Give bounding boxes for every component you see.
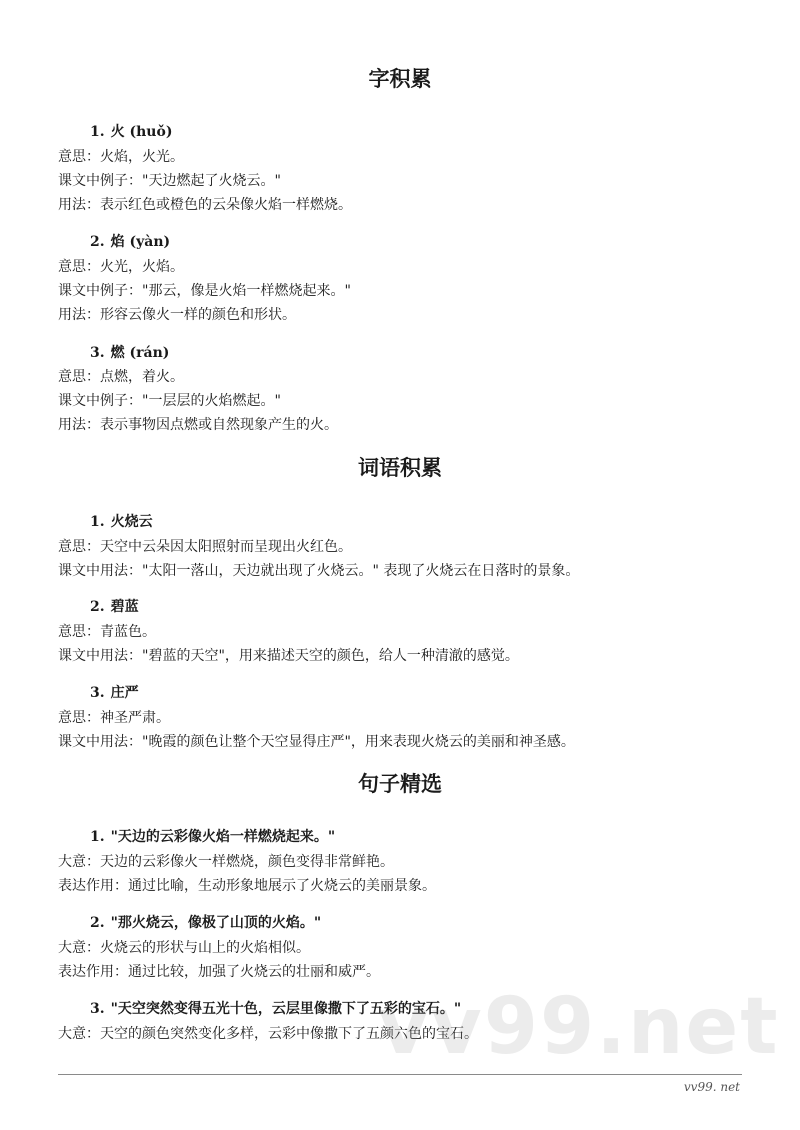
item-number: 3. xyxy=(90,1001,105,1017)
item-heading-text: 燃 (rán) xyxy=(110,345,170,361)
item-number: 3. xyxy=(90,685,105,701)
item-heading xyxy=(90,122,172,142)
item-line: 用法：形容云像火一样的颜色和形状。 xyxy=(58,307,296,323)
item-heading-text: 碧蓝 xyxy=(110,599,139,615)
section-title-sentence-selection: 句子精选 xyxy=(358,771,442,796)
item-line: 意思：点燃，着火。 xyxy=(58,369,184,385)
item-line: 课文中例子："天边燃起了火烧云。" xyxy=(58,173,281,189)
item-heading xyxy=(90,999,461,1019)
item-number: 2. xyxy=(90,915,105,931)
item-line: 课文中例子："那云，像是火焰一样燃烧起来。" xyxy=(58,283,351,299)
watermark: vv99.net xyxy=(378,982,780,1072)
item-number: 1. xyxy=(90,829,105,845)
item-heading xyxy=(90,827,335,847)
item-heading xyxy=(90,913,321,933)
item-number: 1. xyxy=(90,514,105,530)
item-line: 用法：表示事物因点燃或自然现象产生的火。 xyxy=(58,417,338,433)
section-title-character-accumulation: 字积累 xyxy=(368,66,432,91)
item-heading-text: 火 (huǒ) xyxy=(110,124,173,140)
item-line: 课文中用法："碧蓝的天空"，用来描述天空的颜色，给人一种清澈的感觉。 xyxy=(58,648,519,664)
item-heading xyxy=(90,512,153,532)
item-heading-text: "天空突然变得五光十色，云层里像撒下了五彩的宝石。" xyxy=(110,1001,462,1017)
item-heading xyxy=(90,232,170,252)
item-line: 意思：青蓝色。 xyxy=(58,624,156,640)
item-line: 大意：火烧云的形状与山上的火焰相似。 xyxy=(58,940,310,956)
item-line: 大意：天边的云彩像火一样燃烧，颜色变得非常鲜艳。 xyxy=(58,854,394,870)
item-number: 1. xyxy=(90,124,105,140)
item-heading-text: 焰 (yàn) xyxy=(110,234,171,250)
item-number: 3. xyxy=(90,345,105,361)
item-number: 2. xyxy=(90,234,105,250)
section-title-word-accumulation: 词语积累 xyxy=(358,455,442,480)
item-line: 意思：神圣严肃。 xyxy=(58,710,170,726)
item-line: 用法：表示红色或橙色的云朵像火焰一样燃烧。 xyxy=(58,197,352,213)
item-line: 大意：天空的颜色突然变化多样，云彩中像撒下了五颜六色的宝石。 xyxy=(58,1026,478,1042)
item-line: 课文中例子："一层层的火焰燃起。" xyxy=(58,393,281,409)
item-line: 表达作用：通过比较，加强了火烧云的壮丽和威严。 xyxy=(58,964,380,980)
item-line: 课文中用法："太阳一落山，天边就出现了火烧云。" 表现了火烧云在日落时的景象。 xyxy=(58,563,580,579)
item-line: 课文中用法："晚霞的颜色让整个天空显得庄严"，用来表现火烧云的美丽和神圣感。 xyxy=(58,734,575,750)
item-line: 意思：火焰，火光。 xyxy=(58,149,184,165)
item-heading xyxy=(90,683,139,703)
item-heading xyxy=(90,343,169,363)
item-heading-text: "天边的云彩像火焰一样燃烧起来。" xyxy=(110,829,336,845)
item-line: 意思：火光，火焰。 xyxy=(58,259,184,275)
item-heading-text: 火烧云 xyxy=(110,514,153,530)
item-heading-text: 庄严 xyxy=(110,685,139,701)
item-number: 2. xyxy=(90,599,105,615)
footer-divider xyxy=(58,1074,742,1075)
footer-site-label: vv99. net xyxy=(683,1080,740,1094)
item-line: 表达作用：通过比喻，生动形象地展示了火烧云的美丽景象。 xyxy=(58,878,436,894)
item-line: 意思：天空中云朵因太阳照射而呈现出火红色。 xyxy=(58,539,352,555)
item-heading-text: "那火烧云，像极了山顶的火焰。" xyxy=(110,915,322,931)
item-heading xyxy=(90,597,139,617)
